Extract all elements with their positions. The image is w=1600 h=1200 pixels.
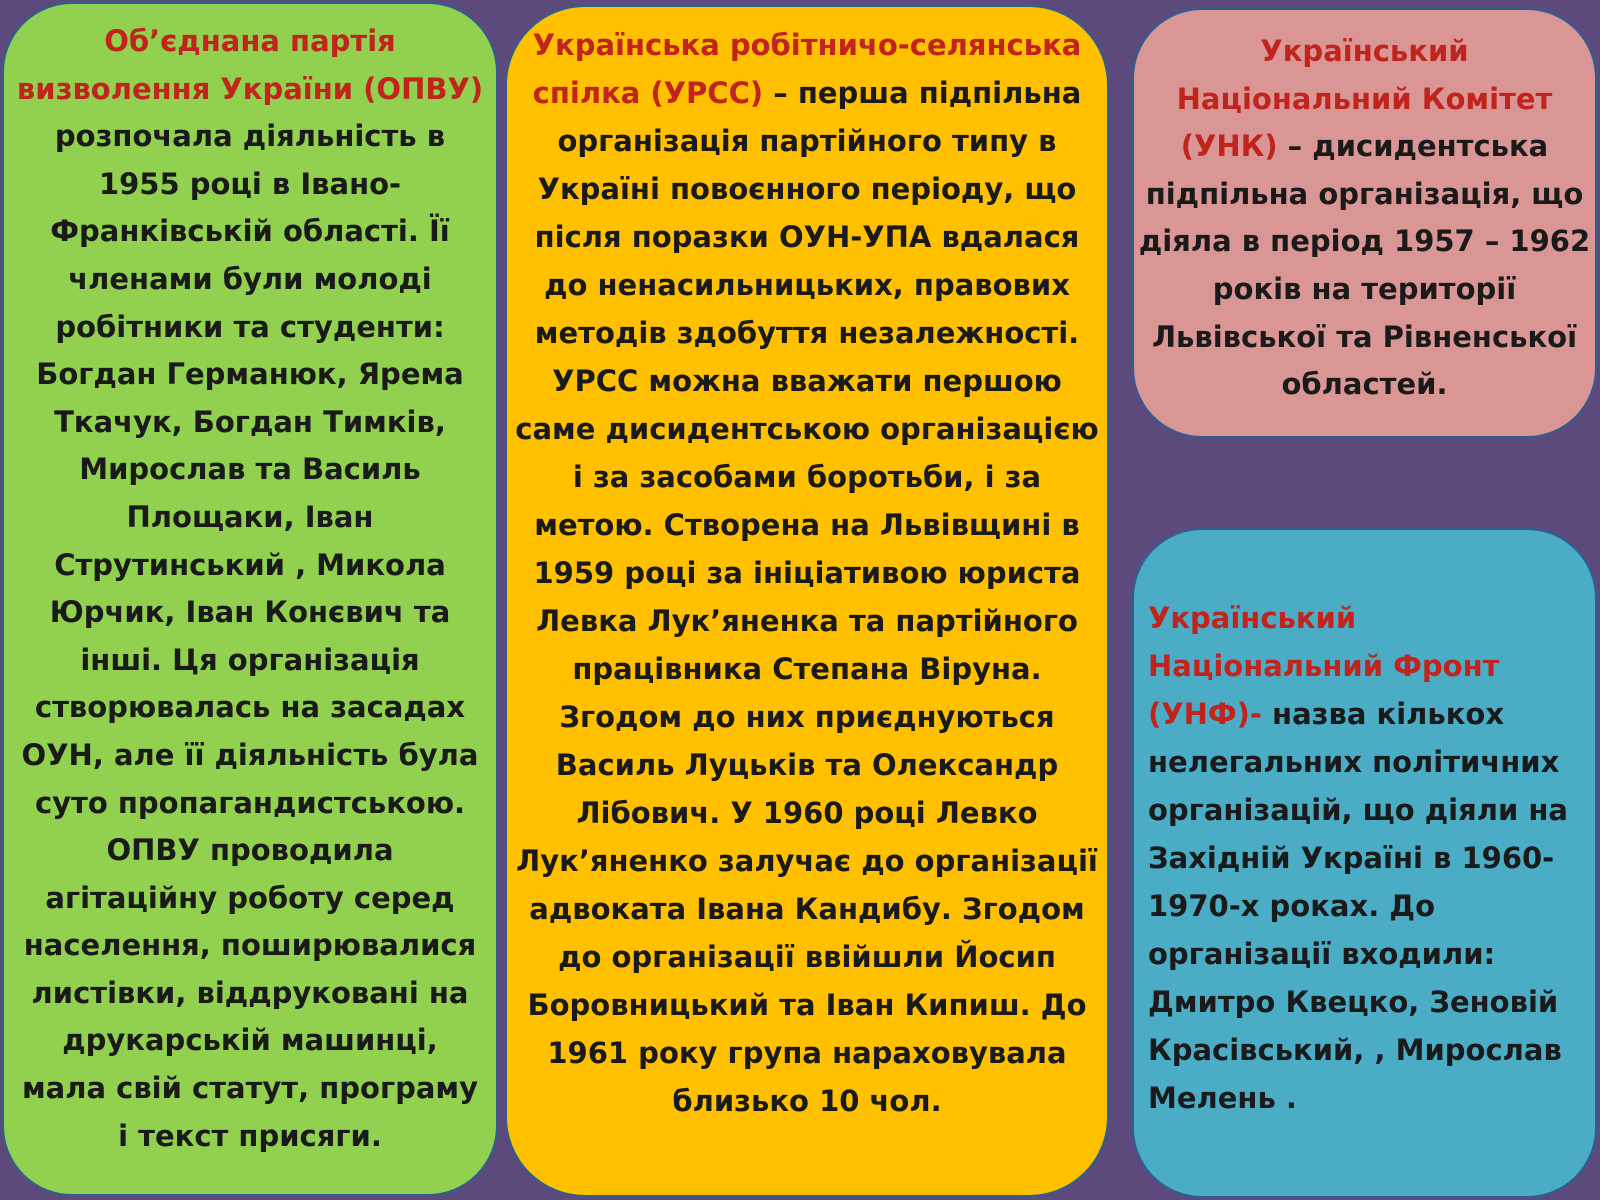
opvu-title: Об’єднана партія визволення України (ОПВУ) [16, 24, 484, 106]
unf-title: Український Національний Фронт (УНФ)- [1148, 601, 1500, 731]
urss-text [511, 21, 1103, 1125]
urss-title: Українська робітничо-селянська спілка (УРСС) [532, 28, 1082, 110]
card-urss [505, 5, 1109, 1197]
card-opvu [2, 2, 498, 1196]
unk-text [1138, 28, 1591, 409]
unf-text [1148, 594, 1581, 1122]
opvu-text [16, 18, 484, 1160]
unk-title: Український Національний Комітет (УНК) [1176, 34, 1553, 164]
urss-body: – перша підпільна організація партійного типу в Україні повоєнного періоду, що після поразки ОУН-УПА вдалася до ненасильницьких, правових методів здобуття незалежності. УРСС можна вважати першою саме дисидентською організацією і за засобами боротьби, і за метою. Створена на Львівщині в 1959 році за ініціативою юриста Левка Лук’яненка та партійного працівника Степана Віруна. Згодом до них приєднуються Василь Луцьків та Олександр Лібович. У 1960 році Левко Лук’яненко залучає до організації адвоката Івана Кандибу. Згодом до організації ввійшли Йосип Боровницький та Іван Кипиш. До 1961 року група нараховувала близько 10 чол. [515, 76, 1099, 1118]
card-unf [1132, 528, 1597, 1198]
unf-body: назва кількох нелегальних політичних організацій, що діяли на Західній Україні в 1960-1970-х роках. До організації входили: Дмитро Квецко, Зеновій Красівський, , Мирослав Мелень . [1148, 697, 1568, 1115]
opvu-body: розпочала діяльність в 1955 році в Івано-Франківській області. Її членами були молоді робітники та студенти: Богдан Германюк, Ярема Ткачук, Богдан Тимків, Мирослав та Василь Площаки, Іван Струтинський , Микола Юрчик, Іван Конєвич та інші. Ця організація створювалась на засадах ОУН, але її діяльність була суто пропагандистською. ОПВУ проводила агітаційну роботу серед населення, поширювалися листівки, віддруковані на друкарській машинці, мала свій статут, програму і текст присяги. [21, 119, 479, 1153]
card-unk [1132, 8, 1597, 438]
unk-body: – дисидентська підпільна організація, що діяла в період 1957 – 1962 років на території Львівської та Рівненської областей. [1138, 129, 1591, 402]
